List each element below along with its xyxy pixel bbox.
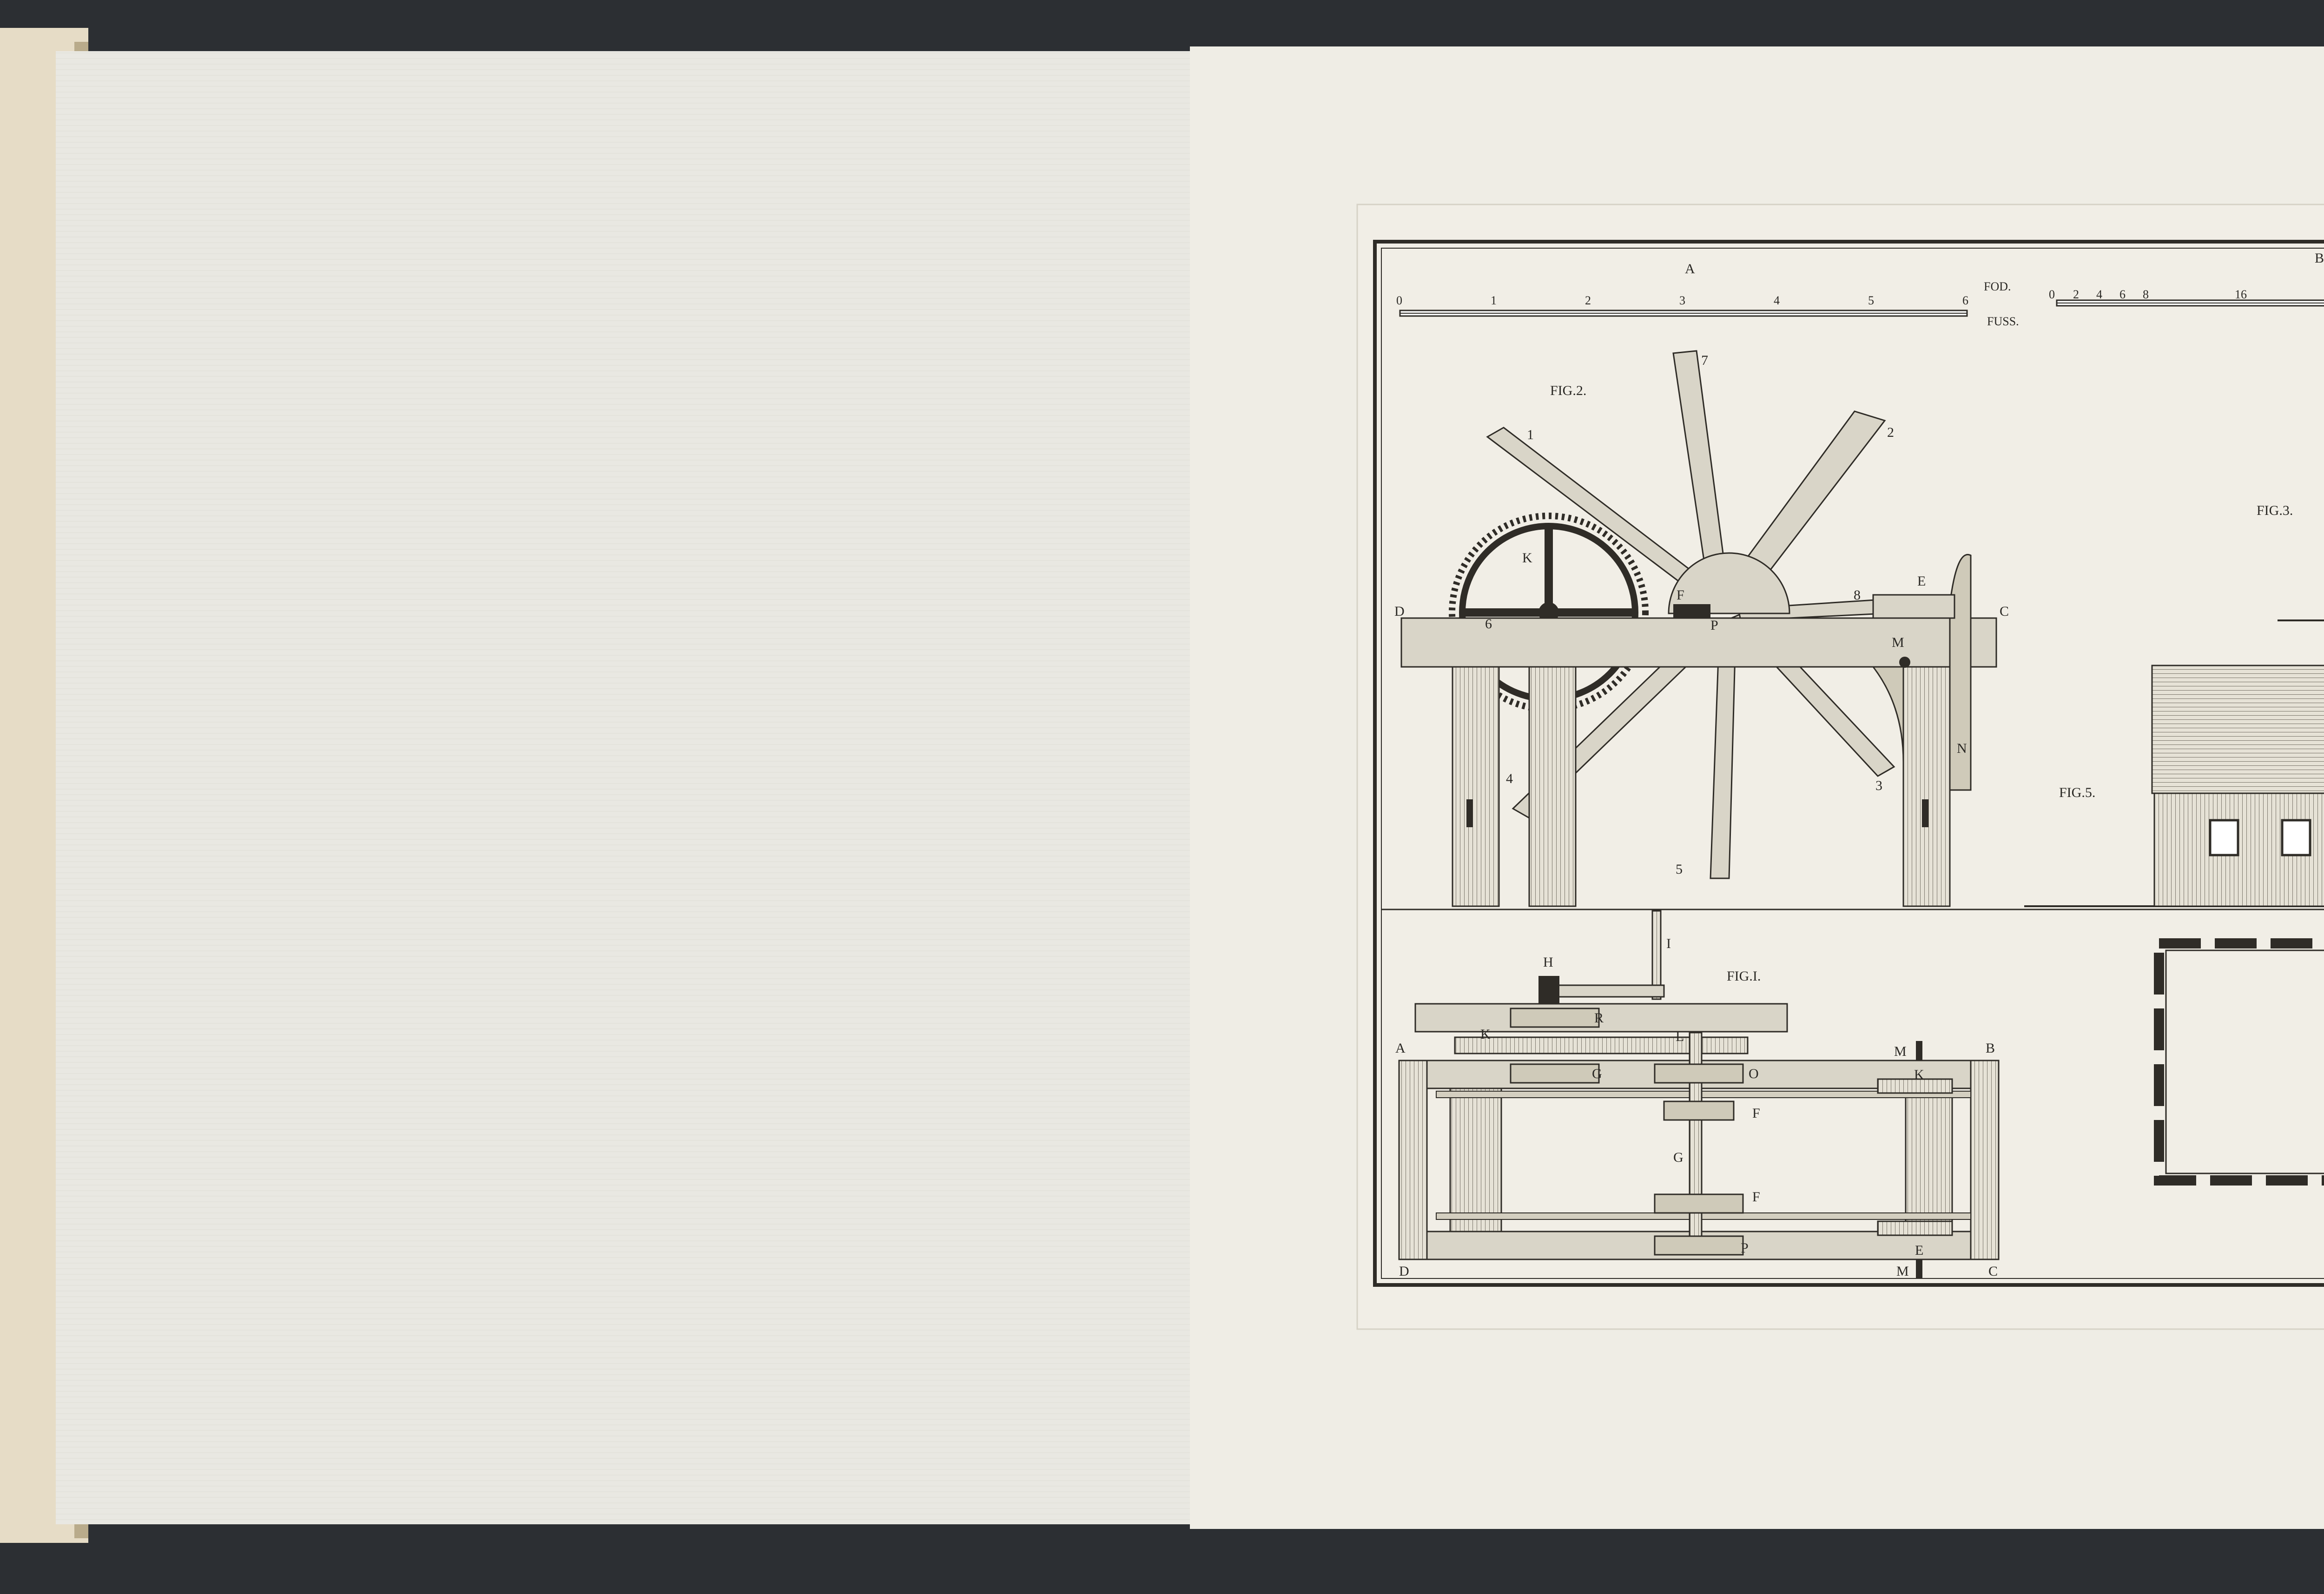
scale-b-tick: 0 [2049,288,2055,301]
label-b: B [1986,1041,1995,1056]
scale-a-tick: 5 [1868,294,1874,307]
scale-a-tick: 4 [1774,294,1780,307]
label-6: 6 [1485,616,1492,632]
pin-m-bottom [1916,1259,1922,1278]
label-e: E [1915,1243,1924,1258]
label-k2: K [1914,1067,1924,1082]
shaft-lower [1436,1213,1971,1219]
gear-f1 [1664,1101,1734,1120]
label-a: A [1395,1041,1406,1056]
label-1: 1 [1527,427,1534,442]
label-e: E [1917,573,1926,589]
post-slot [1466,799,1473,827]
post-slot [1922,799,1928,827]
scale-a-tick: 0 [1396,294,1402,307]
label-5: 5 [1676,862,1683,877]
label-4: 4 [1506,771,1513,786]
crank-block [1538,976,1559,1004]
label-g: G [1673,1150,1684,1165]
label-c: C [1988,1264,1998,1279]
label-2: 2 [1887,425,1894,440]
window [2282,820,2310,855]
label-l: L [1676,1029,1684,1044]
label-m-bot: M [1896,1264,1909,1279]
scale-a-tick: 3 [1679,294,1685,307]
fig2-title: FIG.2. [1550,383,1587,398]
gear-p [1655,1236,1743,1255]
label-k: K [1480,1027,1491,1042]
window [2210,820,2238,855]
label-i: I [1666,936,1671,951]
label-k: K [1522,550,1532,566]
gear-f2 [1655,1194,1743,1213]
label-m-top: M [1894,1044,1907,1059]
gear-g [1511,1064,1599,1083]
label-d: D [1399,1264,1409,1279]
scale-a-tick: 1 [1491,294,1497,307]
post-right [1903,667,1950,906]
hub-bearing [1673,604,1710,618]
inner-post-right [1906,1088,1952,1232]
label-7: 7 [1701,353,1708,368]
gear-o [1655,1064,1743,1083]
label-h: H [1543,955,1553,970]
scale-a-unit-bottom: FUSS. [1987,315,2019,328]
scale-a-letter: A [1685,261,1695,277]
fig1-title: FIG.I. [1727,968,1761,984]
label-f: F [1677,587,1684,603]
inner-post-left [1450,1088,1501,1232]
fig5-title: FIG.5. [2059,785,2096,800]
scale-a-tick: 2 [1585,294,1591,307]
worm-e [1878,1221,1952,1235]
label-f1: F [1752,1106,1760,1121]
label-p: P [1741,1240,1749,1256]
scale-b-tick: 2 [2073,288,2079,301]
label-o: O [1749,1066,1759,1081]
label-g-top: G [1592,1066,1602,1081]
scale-b-tick: 16 [2235,288,2247,301]
label-r: R [1594,1010,1604,1026]
label-8: 8 [1854,587,1861,603]
label-m: M [1892,635,1904,650]
left-blank-page [56,51,1195,1524]
frame-right [1971,1060,1999,1259]
label-p: P [1710,618,1718,633]
label-c: C [2000,604,2009,619]
post-left [1452,667,1499,906]
fig3-title: FIG.3. [2257,503,2293,518]
scale-b-tick: 8 [2143,288,2149,301]
label-f2: F [1752,1189,1760,1205]
scale-a-unit-top: FOD. [1984,280,2011,293]
roof [2152,665,2324,793]
label-n: N [1957,741,1967,756]
scale-b-letter: B [2315,250,2324,266]
scale-a-tick: 6 [1962,294,1968,307]
label-d: D [1394,604,1405,619]
label-3: 3 [1875,778,1882,793]
scale-b-tick: 6 [2119,288,2126,301]
crank-bar [1548,985,1664,997]
pin-m-top [1916,1041,1922,1060]
scale-b-tick: 4 [2096,288,2102,301]
pin-m [1899,657,1910,668]
gear-r [1511,1008,1599,1027]
bearing-block [1873,595,1954,618]
post-mid [1529,667,1576,906]
frame-left [1399,1060,1427,1259]
gear-rack [1455,1037,1748,1054]
